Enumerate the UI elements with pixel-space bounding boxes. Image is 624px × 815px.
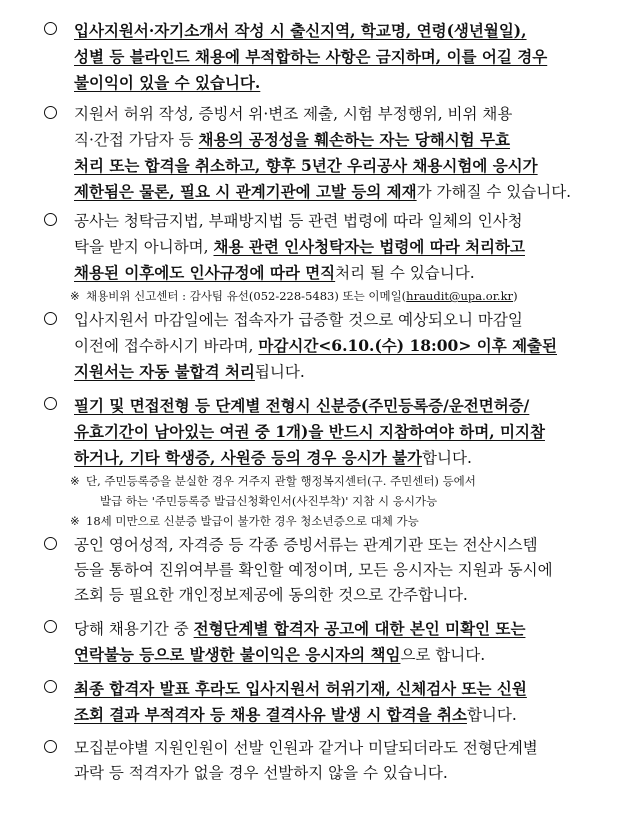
notice-line <box>74 102 588 127</box>
notice-line <box>74 18 588 44</box>
note-text: 채용비위 신고센터 : 감사팀 유선(052-228-5483) 또는 이메일( <box>86 289 407 303</box>
text-segment: 합니다. <box>422 449 472 467</box>
footnote <box>44 471 588 491</box>
text-segment: 유효기간이 남아있는 여권 중 1개)을 반드시 지참하여야 하며, 미지참 <box>74 422 545 441</box>
notice-line <box>74 558 588 583</box>
text-segment: 탁을 받지 아니하며, <box>74 238 214 256</box>
notice-item <box>44 308 588 385</box>
circle-bullet-icon <box>44 740 57 753</box>
notice-line <box>74 761 588 786</box>
notice-line <box>74 127 588 153</box>
text-segment: 공인 영어성적, 자격증 등 각종 증빙서류는 관계기관 또는 전산시스템 <box>74 536 538 554</box>
notice-line <box>74 234 588 260</box>
notice-line <box>74 333 588 359</box>
spacer <box>44 385 588 393</box>
note-tail: ) <box>513 289 518 303</box>
text-segment: 과락 등 적격자가 없을 경우 선발하지 않을 수 있습니다. <box>74 764 448 782</box>
notice-line <box>74 642 588 668</box>
notice-line <box>74 445 588 471</box>
text-segment: 이전에 접수하시기 바라며, <box>74 337 259 355</box>
notice-line <box>74 419 588 445</box>
notice-line <box>74 533 588 558</box>
text-segment: 연락불능 등으로 발생한 불이익은 응시자의 책임 <box>74 645 401 664</box>
notice-item <box>44 676 588 728</box>
circle-bullet-icon <box>44 680 57 693</box>
text-segment: 채용 관련 인사청탁자는 법령에 따라 처리하고 <box>213 237 525 256</box>
text-segment: 직·간접 가담자 등 <box>74 131 199 149</box>
text-segment: 채용된 이후에도 인사규정에 따라 면직 <box>74 263 336 282</box>
text-segment: 하거나, 기타 학생증, 사원증 등의 경우 응시가 불가 <box>74 448 423 467</box>
notice-item <box>44 533 588 608</box>
text-segment: 입사지원서 마감일에는 접속자가 급증할 것으로 예상되오니 마감일 <box>74 311 523 329</box>
text-segment: 지원서 허위 작성, 증빙서 위·변조 제출, 시험 부정행위, 비위 채용 <box>74 105 513 123</box>
text-segment: 당해 채용기간 중 <box>74 620 194 638</box>
spacer <box>44 728 588 736</box>
text-segment: 가 가해질 수 있습니다. <box>416 183 572 201</box>
circle-bullet-icon <box>44 106 57 119</box>
text-segment: 합니다. <box>466 706 517 724</box>
text-segment: 모집분야별 지원인원이 선발 인원과 같거나 미달되더라도 전형단계별 <box>74 739 538 757</box>
text-segment: 제한됨은 물론, 필요 시 관계기관에 고발 등의 제재 <box>74 182 417 201</box>
notice-line <box>74 393 588 419</box>
notice-line <box>74 616 588 642</box>
notice-line <box>74 308 588 333</box>
text-segment: 됩니다. <box>254 363 305 381</box>
text-segment: 으로 합니다. <box>400 646 486 664</box>
reporting-note <box>44 286 588 306</box>
text-segment: 불이익이 있을 수 있습니다. <box>74 73 261 92</box>
note-text: 18세 미만으로 신분증 발급이 불가한 경우 청소년증으로 대체 가능 <box>86 514 419 528</box>
text-segment: 조회 결과 부적격자 등 채용 결격사유 발생 시 합격을 취소 <box>74 705 467 724</box>
text-segment: 필기 및 면접전형 등 단계별 전형시 신분증(주민등록증/운전면허증/ <box>74 396 530 415</box>
notice-item <box>44 616 588 668</box>
circle-bullet-icon <box>44 312 57 325</box>
notice-line <box>74 359 588 385</box>
notice-line <box>74 260 588 286</box>
footnote <box>44 511 588 531</box>
spacer <box>44 668 588 676</box>
email-link[interactable]: hraudit@upa.or.kr <box>406 289 514 303</box>
notice-line <box>74 676 588 702</box>
text-segment: 공사는 청탁금지법, 부패방지법 등 관련 법령에 따라 일체의 인사청 <box>74 212 523 230</box>
notice-line <box>74 583 588 608</box>
text-segment: 처리 또는 합격을 취소하고, 향후 5년간 우리공사 채용시험에 응시가 <box>74 156 538 175</box>
notice-item <box>44 736 588 786</box>
reference-mark-icon: ※ <box>70 514 80 528</box>
text-segment: 입사지원서·자기소개서 작성 시 출신지역, 학교명, 연령(생년월일), <box>74 21 527 40</box>
notice-item <box>44 209 588 286</box>
notice-item <box>44 102 588 205</box>
circle-bullet-icon <box>44 397 57 410</box>
notice-line <box>74 209 588 234</box>
footnote-continuation: 발급 하는 '주민등록증 발급신청확인서(사진부착)' 지참 시 응시가능 <box>100 494 438 508</box>
notice-line <box>74 736 588 761</box>
text-segment: 전형단계별 합격자 공고에 대한 본인 미확인 또는 <box>193 619 526 638</box>
notice-item <box>44 393 588 471</box>
notice-line <box>74 179 588 205</box>
circle-bullet-icon <box>44 213 57 226</box>
circle-bullet-icon <box>44 22 57 35</box>
notice-line <box>74 702 588 728</box>
notice-line <box>74 70 588 96</box>
reference-mark-icon: ※ <box>70 474 80 488</box>
text-segment: 마감시간<6.10.(수) 18:00> 이후 제출된 <box>258 336 557 355</box>
notice-line <box>74 153 588 179</box>
text-segment: 성별 등 블라인드 채용에 부적합하는 사항은 금지하며, 이를 어길 경우 <box>74 47 548 66</box>
circle-bullet-icon <box>44 620 57 633</box>
notice-item <box>44 18 588 96</box>
text-segment: 처리 될 수 있습니다. <box>335 264 475 282</box>
reference-mark-icon: ※ <box>70 289 80 303</box>
note-text: 단, 주민등록증을 분실한 경우 거주지 관할 행정복지센터(구. 주민센터) 등에서 <box>86 474 476 488</box>
text-segment: 등을 통하여 진위여부를 확인할 예정이며, 모든 응시자는 지원과 동시에 <box>74 561 553 579</box>
text-segment: 최종 합격자 발표 후라도 입사지원서 허위기재, 신체검사 또는 신원 <box>74 679 527 698</box>
notice-line <box>74 44 588 70</box>
circle-bullet-icon <box>44 537 57 550</box>
text-segment: 채용의 공정성을 훼손하는 자는 당해시험 무효 <box>198 130 511 149</box>
text-segment: 조회 등 필요한 개인정보제공에 동의한 것으로 간주합니다. <box>74 586 468 604</box>
text-segment: 지원서는 자동 불합격 처리 <box>74 362 255 381</box>
spacer <box>44 608 588 616</box>
